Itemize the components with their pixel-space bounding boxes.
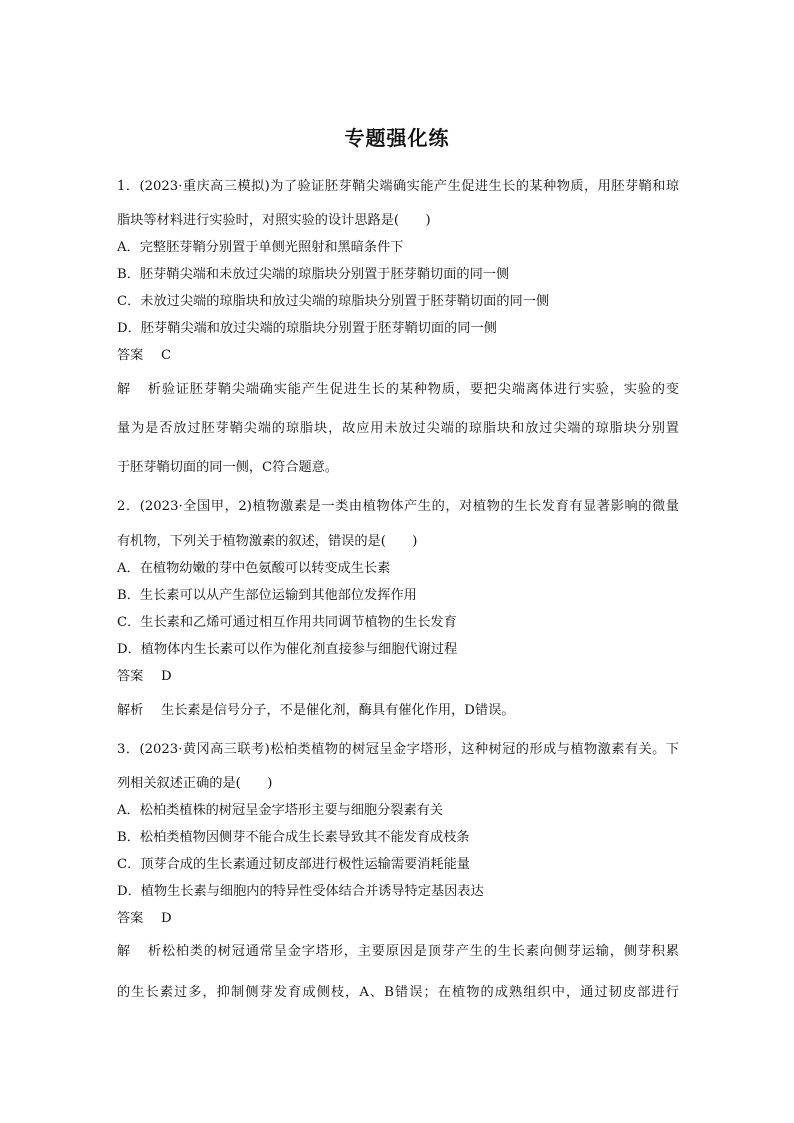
analysis-label: 解析 <box>117 944 161 959</box>
q1-analysis-line-3: 于胚芽鞘切面的同一侧，C符合题意。 <box>117 460 339 475</box>
q3-analysis-text-1: 松柏类的树冠通常呈金字塔形，主要原因是顶芽产生的生长素向侧芽运输，侧芽积累 <box>161 944 679 959</box>
q2-analysis-line-1 <box>117 702 514 720</box>
answer-label: 答案 <box>117 669 144 684</box>
q3-answer-row <box>117 910 172 928</box>
q2-option-a: A．在植物幼嫩的芽中色氨酸可以转变成生长素 <box>117 561 391 576</box>
analysis-label: 解析 <box>117 703 144 718</box>
q2-answer-row <box>117 668 172 686</box>
q1-option-d: D．胚芽鞘尖端和放过尖端的琼脂块分别置于胚芽鞘切面的同一侧 <box>117 321 497 336</box>
q2-answer: D <box>161 669 172 684</box>
q3-option-b: B．松柏类植物因侧芽不能合成生长素导致其不能发育成枝条 <box>117 830 470 845</box>
q3-analysis-line-1 <box>117 943 679 961</box>
q1-analysis-text-1: 验证胚芽鞘尖端确实能产生促进生长的某种物质，要把尖端离体进行实验，实验的变 <box>161 382 679 397</box>
q1-stem-line-1: 1．(2023·重庆高三模拟)为了验证胚芽鞘尖端确实能产生促进生长的某种物质，用胚芽鞘和琼 <box>117 179 679 194</box>
q2-option-b: B．生长素可以从产生部位运输到其他部位发挥作用 <box>117 588 417 603</box>
q1-stem-line-2: 脂块等材料进行实验时，对照实验的设计思路是( ) <box>117 213 431 228</box>
q3-option-c: C．顶芽合成的生长素通过韧皮部进行极性运输需要消耗能量 <box>117 857 470 872</box>
q3-stem-line-1: 3．(2023·黄冈高三联考)松柏类植物的树冠呈金字塔形，这种树冠的形成与植物激素有关。下 <box>117 742 679 757</box>
q2-stem-line-1: 2．(2023·全国甲，2)植物激素是一类由植物体产生的，对植物的生长发育有显著影响的微量 <box>117 499 679 514</box>
q1-option-c: C．未放过尖端的琼脂块和放过尖端的琼脂块分别置于胚芽鞘切面的同一侧 <box>117 294 550 309</box>
q3-analysis-line-2: 的生长素过多，抑制侧芽发育成侧枝，A、B错误；在植物的成熟组织中，通过韧皮部进行 <box>117 985 679 1000</box>
q2-option-c: C．生长素和乙烯可通过相互作用共同调节植物的生长发育 <box>117 615 457 630</box>
q1-answer-row <box>117 347 171 365</box>
q3-option-d: D．植物生长素与细胞内的特异性受体结合并诱导特定基因表达 <box>117 884 484 899</box>
page-title: 专题强化练 <box>344 126 450 150</box>
q2-analysis-text-1: 生长素是信号分子，不是催化剂，酶具有催化作用，D错误。 <box>161 703 515 718</box>
q3-stem-line-2: 列相关叙述正确的是( ) <box>117 776 273 791</box>
answer-label: 答案 <box>117 348 144 363</box>
q1-option-b: B．胚芽鞘尖端和未放过尖端的琼脂块分别置于胚芽鞘切面的同一侧 <box>117 267 510 282</box>
q3-answer: D <box>161 911 172 926</box>
q2-stem-line-2: 有机物，下列关于植物激素的叙述，错误的是( ) <box>117 534 418 549</box>
answer-label: 答案 <box>117 911 144 926</box>
analysis-label: 解析 <box>117 382 161 397</box>
q1-option-a: A．完整胚芽鞘分别置于单侧光照射和黑暗条件下 <box>117 240 404 255</box>
q3-option-a: A．松柏类植株的树冠呈金字塔形主要与细胞分裂素有关 <box>117 803 444 818</box>
q1-analysis-line-1 <box>117 381 679 399</box>
q2-option-d: D．植物体内生长素可以作为催化剂直接参与细胞代谢过程 <box>117 642 458 657</box>
q1-analysis-line-2: 量为是否放过胚芽鞘尖端的琼脂块，故应用未放过尖端的琼脂块和放过尖端的琼脂块分别置 <box>117 421 679 436</box>
q1-answer: C <box>161 348 172 363</box>
